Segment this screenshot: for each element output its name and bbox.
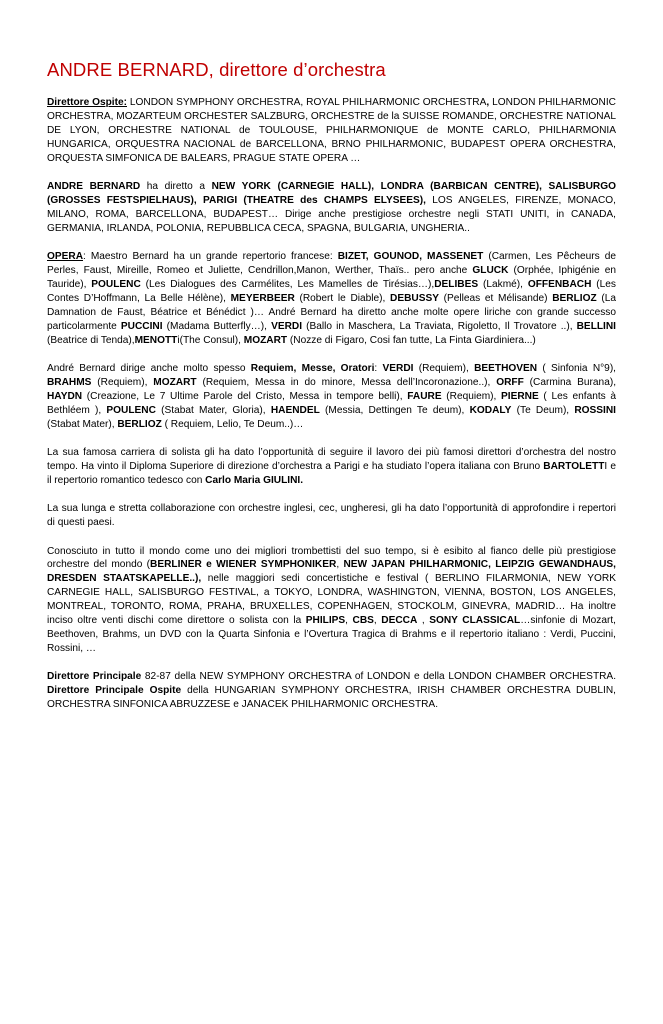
- text-run: (Madama Butterfly…),: [162, 320, 272, 332]
- text-run: i(The Consul),: [177, 334, 244, 346]
- text-run: (Carmina Burana),: [523, 376, 617, 388]
- text-run: (Beatrice di Tenda),: [47, 334, 135, 346]
- text-run: (Carmen, Les Pêcheurs de Perles, Faust, Mireille, Romeo et Juliette, Cendrillon,Manon, Werther, Thaïs.. pero anche: [47, 251, 616, 277]
- bold-text: MOZART: [243, 334, 288, 346]
- bold-text: FAURE: [407, 390, 442, 402]
- bold-text: ,: [486, 97, 490, 108]
- bold-text: Requiem, Messe, Oratori: [250, 363, 375, 374]
- bold-text: BRAHMS: [47, 376, 92, 388]
- text-run: (Requiem, Messa in do minore, Messa dell’Incoronazione..),: [196, 376, 497, 388]
- bold-text: KODALY: [469, 404, 512, 416]
- bold-text: SONY CLASSICAL: [429, 615, 521, 627]
- paragraph-guest-conductor: [47, 96, 616, 166]
- text-run: (Nozze di Figaro, Cosi fan tutte, La Finta Giardiniera...): [287, 334, 536, 346]
- text-run: ha diretto a: [140, 181, 212, 193]
- paragraph-soloist: [47, 545, 616, 656]
- paragraph-principal-posts: [47, 670, 616, 712]
- bold-text: Direttore Principale Ospite: [47, 685, 182, 697]
- bold-text: GLUCK: [472, 265, 509, 277]
- text-run: La sua famosa carriera di solista gli ha dato l’opportunità di seguire il lavoro dei più famosi direttori d’orchestra del nostro tempo. Ha vinto il Diploma Superiore di direzione d’orchestra a Parigi e ha studiato l’opera italiana con Bruno: [47, 447, 616, 472]
- text-run: (Requiem),: [413, 363, 475, 374]
- text-run: (Te Deum),: [511, 404, 575, 416]
- text-run: (Stabat Mater),: [47, 418, 118, 430]
- text-run: (Creazione, Le 7 Ultime Parole del Cristo, Messa in tempore belli),: [82, 390, 408, 402]
- text-run: André Bernard dirige anche molto spesso: [47, 363, 251, 374]
- text-run: (Ballo in Maschera, La Traviata, Rigoletto, Il Trovatore ..),: [302, 320, 577, 332]
- text-run: (Lakmé),: [478, 278, 528, 290]
- text-run: (Les Dialogues des Carmélites, Les Mamelles de Tirésias…),: [140, 278, 435, 290]
- bold-text: HAYDN: [47, 390, 83, 402]
- text-run: (Stabat Mater, Gloria),: [155, 404, 271, 416]
- bold-text: POULENC: [91, 278, 141, 290]
- bold-text: MENOTT: [134, 334, 178, 346]
- text-run: LOS ANGELES, FIRENZE, MONACO, MILANO, ROMA, BARCELLONA, BUDAPEST… Dirige anche prestigiose orchestre negli STATI UNITI, in CANADA, GERMANIA, IRLANDA, POLONIA, REPUBBLICA CECA, SPAGNA, BULGARIA, UNGHERIA..: [47, 194, 616, 234]
- bold-text: PIERNE: [501, 390, 539, 402]
- bold-text: CBS: [352, 615, 374, 627]
- underlined-heading: Direttore Ospite:: [47, 97, 127, 108]
- text-run: (Les Contes D’Hoffmann, La Belle Hélène),: [47, 278, 616, 304]
- text-run: della HUNGARIAN SYMPHONY ORCHESTRA, IRISH CHAMBER ORCHESTRA DUBLIN, ORCHESTRA SINFONICA ABRUZZESE e JANACEK PHILHARMONIC ORCHESTRA.: [47, 685, 616, 711]
- bold-text: BARTOLETT: [543, 460, 605, 472]
- bold-text: BERLIOZ: [117, 418, 162, 430]
- bold-text: HAENDEL: [270, 404, 320, 416]
- bold-text: OFFENBACH: [527, 278, 592, 290]
- paragraph-opera: [47, 250, 616, 347]
- bold-text: DEBUSSY: [390, 292, 439, 304]
- text-run: (Requiem),: [91, 376, 154, 388]
- bold-text: DECCA: [381, 615, 418, 627]
- text-run: (Pelleas et Mélisande): [438, 292, 553, 304]
- document-page: [47, 58, 616, 727]
- bold-text: ANDRE BERNARD: [47, 181, 141, 193]
- bold-text: Carlo Maria GIULINI.: [205, 474, 304, 486]
- text-run: ,: [373, 615, 382, 627]
- text-run: : Maestro Bernard ha un grande repertorio francese:: [83, 251, 338, 263]
- bold-text: DELIBES: [434, 278, 479, 290]
- text-run: ,: [336, 559, 344, 571]
- paragraph-sacred-works: [47, 362, 616, 432]
- text-run: (Orphée, Iphigénie en Tauride),: [47, 265, 617, 290]
- text-run: ( Requiem, Lelio, Te Deum..)…: [161, 418, 304, 430]
- bold-text: BIZET, GOUNOD, MASSENET: [337, 251, 484, 263]
- bold-text: BEETHOVEN: [474, 363, 538, 374]
- bold-text: Direttore Principale: [47, 671, 142, 683]
- text-run: LONDON PHILHARMONIC ORCHESTRA, MOZARTEUM ORCHESTER SALZBURG, ORCHESTRE de la SUISSE ROMANDE, ORCHESTRE NATIONAL DE LYON, ORCHESTRE NATIONAL de TOULOUSE, PHILHARMONIQUE de MONTE CARLO, PHILHARMONIA HUNGARICA, ORQUESTRA NACIONAL de BARCELLONA, BRNO PHILHARMONIC, BUDAPEST OPERA ORCHESTRA, ORQUESTA SIMFONICA DE BALEARS, PRAGUE STATE OPERA …: [47, 97, 616, 164]
- bold-text: NEW JAPAN PHILHARMONIC, LEIPZIG GEWANDHAUS, DRESDEN STAATSKAPELLE..),: [47, 559, 616, 585]
- underlined-heading: OPERA: [47, 251, 84, 263]
- bold-text: ORFF: [496, 376, 524, 388]
- text-run: I e il repertorio romantico tedesco con: [47, 460, 616, 486]
- text-run: Conosciuto in tutto il mondo come uno dei migliori trombettisti del suo tempo, si è esibito al fianco delle più prestigiose orchestre del mondo (: [47, 545, 616, 571]
- bold-text: VERDI: [382, 363, 414, 374]
- text-run: (Robert le Diable),: [294, 292, 391, 304]
- bold-text: PUCCINI: [120, 320, 163, 332]
- text-run: :: [374, 363, 383, 374]
- text-run: ( Sinfonia N°9),: [537, 363, 616, 374]
- text-run: ,: [417, 615, 430, 627]
- paragraph-career: [47, 446, 616, 488]
- paragraph-venues: [47, 180, 616, 236]
- text-run: …sinfonie di Mozart, Beethoven, Brahms, un DVD con la Quarta Sinfonia e l’Overtura Tragica di Brahms e il repertorio italiano : Verdi, Puccini, Rossini, …: [47, 615, 616, 654]
- text-run: (La Damnation de Faust, Béatrice et Bénédict )… André Bernard ha diretto anche molte opere liriche con grande successo particolarmente: [47, 292, 616, 332]
- bold-text: MOZART: [153, 376, 197, 388]
- bold-text: VERDI: [271, 320, 303, 332]
- bold-text: BERLIOZ: [552, 292, 597, 304]
- bold-text: NEW YORK (CARNEGIE HALL), LONDRA (BARBICAN CENTRE), SALISBURGO (GROSSES FESTSPIELHAUS), PARIGI (THEATRE des CHAMPS ELYSEES),: [47, 181, 616, 206]
- bold-text: PHILIPS: [305, 615, 346, 627]
- text-run: (Messia, Dettingen Te deum),: [319, 404, 470, 416]
- text-run: LONDON SYMPHONY ORCHESTRA, ROYAL PHILHARMONIC ORCHESTRA: [127, 97, 487, 108]
- bold-text: BERLINER e WIENER SYMPHONIKER: [150, 559, 337, 571]
- bold-text: ROSSINI: [574, 404, 616, 416]
- paragraph-collaboration: [47, 502, 616, 530]
- bold-text: BELLINI: [576, 320, 616, 332]
- text-run: ,: [345, 615, 353, 627]
- page-title: ANDRE BERNARD, direttore d’orchestra: [47, 59, 386, 80]
- bold-text: MEYERBEER: [230, 292, 295, 304]
- bold-text: POULENC: [106, 404, 156, 416]
- text-run: nelle maggiori sedi concertistiche e festival ( BERLINO FILARMONIA, NEW YORK CARNEGIE HALL, SALISBURGO FESTIVAL, a TOKYO, LONDRA, WASHINGTON, VIENNA, BOSTON, LOS ANGELES, MONTREAL, TORONTO, ROMA, PRAHA, BRUXELLES, COPENHAGEN, STOCKOLM, GINEVRA, MADRID… Ha inoltre inciso oltre venti dischi come direttore o solista con la: [47, 573, 616, 627]
- text-run: 82-87 della NEW SYMPHONY ORCHESTRA of LONDON e della LONDON CHAMBER ORCHESTRA.: [141, 671, 617, 683]
- text-run: ( Les enfants à Bethléem ),: [47, 390, 617, 416]
- text-run: (Requiem),: [441, 390, 502, 402]
- text-run: La sua lunga e stretta collaborazione con orchestre inglesi, cec, ungheresi, gli ha dato l’opportunità di approfondire i repertori di questi paesi.: [47, 503, 616, 529]
